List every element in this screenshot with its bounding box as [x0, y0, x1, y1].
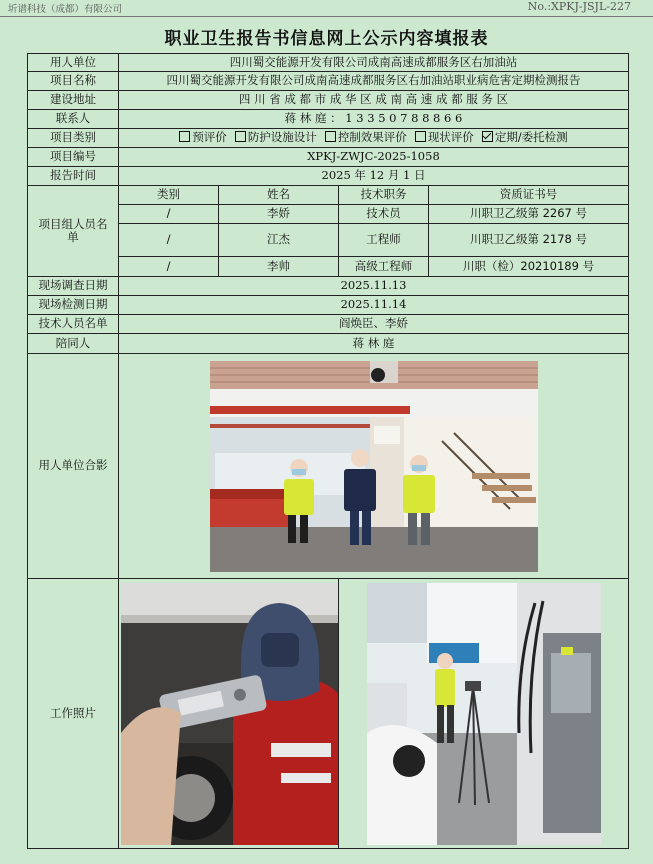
survey-date-label: 现场调查日期: [28, 277, 119, 296]
employer-label: 用人单位: [28, 54, 119, 72]
team-certificate-cell: 川职卫乙级第 2178 号: [429, 224, 629, 257]
team-category-cell: /: [119, 224, 219, 257]
escort-label: 陪同人: [28, 334, 119, 354]
project-no-label: 项目编号: [28, 148, 119, 167]
project-name-value: 四川蜀交能源开发有限公司成南高速成都服务区右加油站职业病危害定期检测报告: [119, 72, 629, 91]
survey-date-value: 2025.11.13: [119, 277, 629, 296]
work-photos-label: 工作照片: [28, 579, 119, 849]
checked-checkbox-icon: [482, 131, 493, 142]
work-photo-2: [367, 583, 601, 845]
team-header-name: 姓名: [219, 186, 339, 205]
table-row: [28, 257, 629, 277]
checkbox-icon: [179, 131, 190, 142]
team-title-cell: 工程师: [339, 224, 429, 257]
category-option-protection-design[interactable]: 防护设施设计: [235, 130, 317, 144]
test-date-label: 现场检测日期: [28, 296, 119, 315]
work-photo-cell-2: [339, 579, 629, 849]
team-category-cell: /: [119, 205, 219, 224]
team-header-category: 类别: [119, 186, 219, 205]
team-header-title: 技术职务: [339, 186, 429, 205]
checkbox-icon: [415, 131, 426, 142]
team-title-cell: 技术员: [339, 205, 429, 224]
group-photo: [210, 361, 538, 572]
test-date-value: 2025.11.14: [119, 296, 629, 315]
category-option-periodic-testing[interactable]: 定期/委托检测: [482, 130, 568, 144]
address-value: 四 川 省 成 都 市 成 华 区 成 南 高 速 成 都 服 务 区: [119, 91, 629, 110]
project-no-value: XPKJ-ZWJC-2025-1058: [119, 148, 629, 167]
project-name-label: 项目名称: [28, 72, 119, 91]
team-name-cell: 李帅: [219, 257, 339, 277]
category-label: 项目类别: [28, 129, 119, 148]
address-label: 建设地址: [28, 91, 119, 110]
group-photo-label: 用人单位合影: [28, 354, 119, 579]
contact-label: 联系人: [28, 110, 119, 129]
group-photo-cell: [119, 354, 629, 579]
team-category-cell: /: [119, 257, 219, 277]
report-date-label: 报告时间: [28, 167, 119, 186]
category-option-status-evaluation[interactable]: 现状评价: [415, 130, 474, 144]
form-title: 职业卫生报告书信息网上公示内容填报表: [164, 29, 489, 49]
escort-value: 蒋 林 庭: [119, 334, 629, 354]
report-date-value: 2025 年 12 月 1 日: [119, 167, 629, 186]
tech-staff-value: 阎焕臣、李娇: [119, 315, 629, 334]
contact-value: 蒋 林 庭 ： 1 3 3 5 0 7 8 8 8 6 6: [119, 110, 629, 129]
team-certificate-cell: 川职（检）20210189 号: [429, 257, 629, 277]
category-options: [119, 129, 629, 148]
team-name-cell: 李娇: [219, 205, 339, 224]
table-row: [28, 224, 629, 257]
work-photo-cell-1: [119, 579, 339, 849]
team-name-cell: 江杰: [219, 224, 339, 257]
checkbox-icon: [325, 131, 336, 142]
category-option-control-evaluation[interactable]: 控制效果评价: [325, 130, 407, 144]
disclosure-form-table: [27, 53, 629, 849]
page-header: [0, 0, 653, 17]
checkbox-icon: [235, 131, 246, 142]
work-photo-1: [121, 583, 339, 845]
team-title-cell: 高级工程师: [339, 257, 429, 277]
document-number: No.:XPKJ-JSJL-227: [527, 0, 631, 13]
table-row: [28, 205, 629, 224]
team-label: 项目组人员名单: [28, 186, 119, 277]
tech-staff-label: 技术人员名单: [28, 315, 119, 334]
team-header-certificate: 资质证书号: [429, 186, 629, 205]
company-name: 圻谱科技（成都）有限公司: [8, 4, 123, 15]
category-option-pre-evaluation[interactable]: 预评价: [179, 130, 227, 144]
employer-value: 四川蜀交能源开发有限公司成南高速成都服务区右加油站: [119, 54, 629, 72]
team-certificate-cell: 川职卫乙级第 2267 号: [429, 205, 629, 224]
